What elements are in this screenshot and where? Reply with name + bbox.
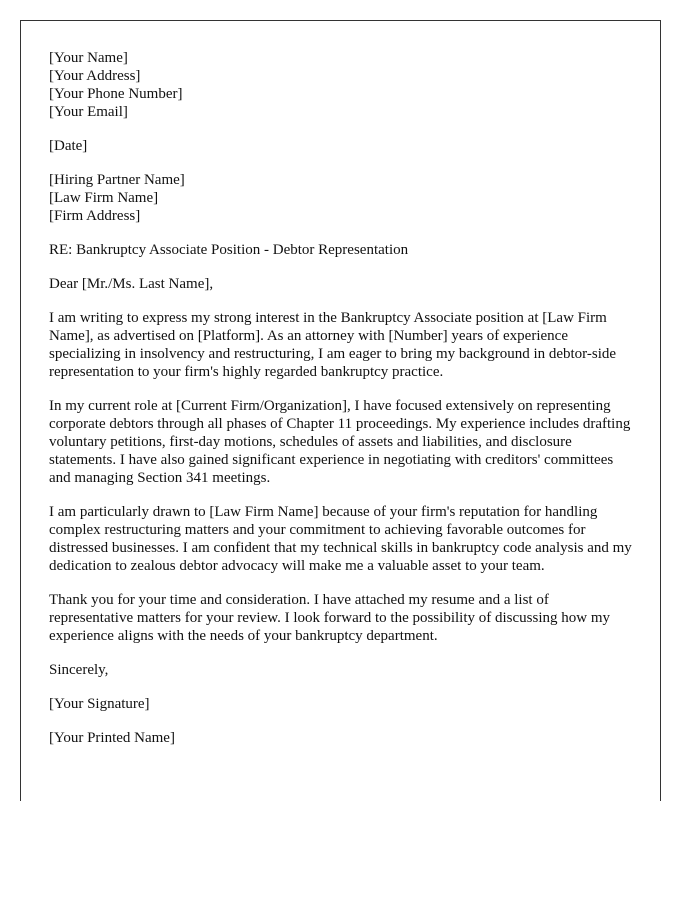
body-paragraph-2: In my current role at [Current Firm/Organization], I have focused extensively on representing corporate debtors through all phases of Chapter 11 proceedings. My experience includes drafting voluntary petitions, first-day motions, schedules of assets and liabilities, and disclosure statements. I have also gained significant experience in negotiating with creditors' committees and managing Section 341 meetings. xyxy=(49,398,631,486)
recipient-address: [Firm Address] xyxy=(49,208,141,224)
body-paragraph-4: Thank you for your time and consideration. I have attached my resume and a list of representative matters for your review. I look forward to the possibility of discussing how my experience aligns with the needs of your bankruptcy department. xyxy=(49,592,610,644)
sender-address: [Your Address] xyxy=(49,68,141,84)
body-paragraph-3: I am particularly drawn to [Law Firm Name] because of your firm's reputation for handling complex restructuring matters and your commitment to achieving favorable outcomes for distressed businesses. I am confident that my technical skills in bankruptcy code analysis and my dedication to zealous debtor advocacy will make me a valuable asset to your team. xyxy=(49,504,632,574)
closing: Sincerely, xyxy=(49,662,109,678)
recipient-block xyxy=(49,171,632,225)
letter-page xyxy=(20,20,661,801)
signature: [Your Signature] xyxy=(49,696,150,712)
salutation: Dear [Mr./Ms. Last Name], xyxy=(49,276,214,292)
sender-phone: [Your Phone Number] xyxy=(49,86,183,102)
sender-email: [Your Email] xyxy=(49,104,128,120)
sender-block xyxy=(49,49,632,121)
letter-date: [Date] xyxy=(49,138,88,154)
printed-name: [Your Printed Name] xyxy=(49,730,175,746)
subject-line: RE: Bankruptcy Associate Position - Debtor Representation xyxy=(49,242,409,258)
sender-name: [Your Name] xyxy=(49,50,128,66)
recipient-name: [Hiring Partner Name] xyxy=(49,172,185,188)
body-paragraph-1: I am writing to express my strong interest in the Bankruptcy Associate position at [Law Firm Name], as advertised on [Platform]. As an attorney with [Number] years of experience specializing in insolvency and restructuring, I am eager to bring my background in debtor-side representation to your firm's highly regarded bankruptcy practice. xyxy=(49,310,617,380)
recipient-firm: [Law Firm Name] xyxy=(49,190,159,206)
